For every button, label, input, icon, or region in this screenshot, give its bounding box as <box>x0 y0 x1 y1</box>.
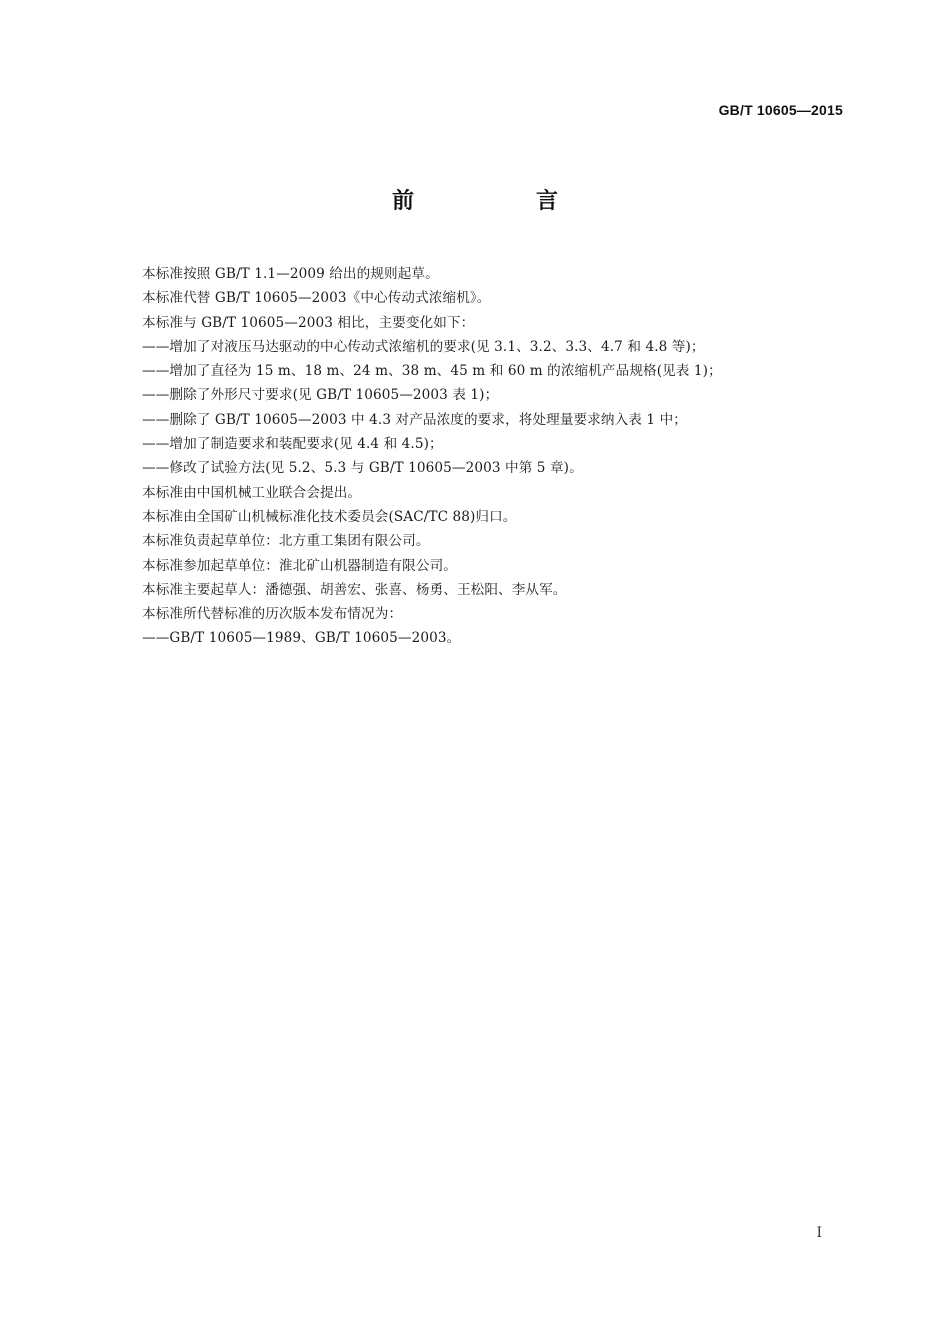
foreword-line: 本标准所代替标准的历次版本发布情况为： <box>142 606 403 623</box>
page-number: I <box>816 1225 822 1241</box>
change-item: ——修改了试验方法(见 5.2、5.3 与 GB/T 10605—2003 中第 5 章)。 <box>142 460 583 477</box>
foreword-body <box>142 262 822 651</box>
change-item: ——增加了直径为 15 m、18 m、24 m、38 m、45 m 和 60 m 的浓缩机产品规格(见表 1)； <box>142 363 722 380</box>
foreword-line: 本标准代替 GB/T 10605—2003《中心传动式浓缩机》。 <box>142 290 491 307</box>
change-item: ——增加了对液压马达驱动的中心传动式浓缩机的要求(见 3.1、3.2、3.3、4.7 和 4.8 等)； <box>142 338 705 355</box>
standard-code-header: GB/T 10605—2015 <box>718 102 843 118</box>
page-title: 前 言 <box>391 189 608 214</box>
foreword-line: 本标准与 GB/T 10605—2003 相比，主要变化如下： <box>142 314 475 331</box>
foreword-line: 本标准按照 GB/T 1.1—2009 给出的规则起草。 <box>142 266 439 282</box>
foreword-line: 本标准由全国矿山机械标准化技术委员会(SAC/TC 88)归口。 <box>142 508 517 525</box>
foreword-line: 本标准由中国机械工业联合会提出。 <box>142 484 362 501</box>
change-item: ——删除了 GB/T 10605—2003 中 4.3 对产品浓度的要求，将处理量要求纳入表 1 中； <box>142 411 687 428</box>
change-item: ——增加了制造要求和装配要求(见 4.4 和 4.5)； <box>142 436 443 453</box>
foreword-line: 本标准主要起草人：潘德强、胡善宏、张喜、杨勇、王松阳、李从军。 <box>142 581 567 598</box>
change-item: ——删除了外形尺寸要求(见 GB/T 10605—2003 表 1)； <box>142 387 499 404</box>
foreword-line: 本标准负责起草单位：北方重工集团有限公司。 <box>142 533 430 550</box>
foreword-line: 本标准参加起草单位：淮北矿山机器制造有限公司。 <box>142 557 457 574</box>
version-history-item: ——GB/T 10605—1989、GB/T 10605—2003。 <box>142 630 461 647</box>
